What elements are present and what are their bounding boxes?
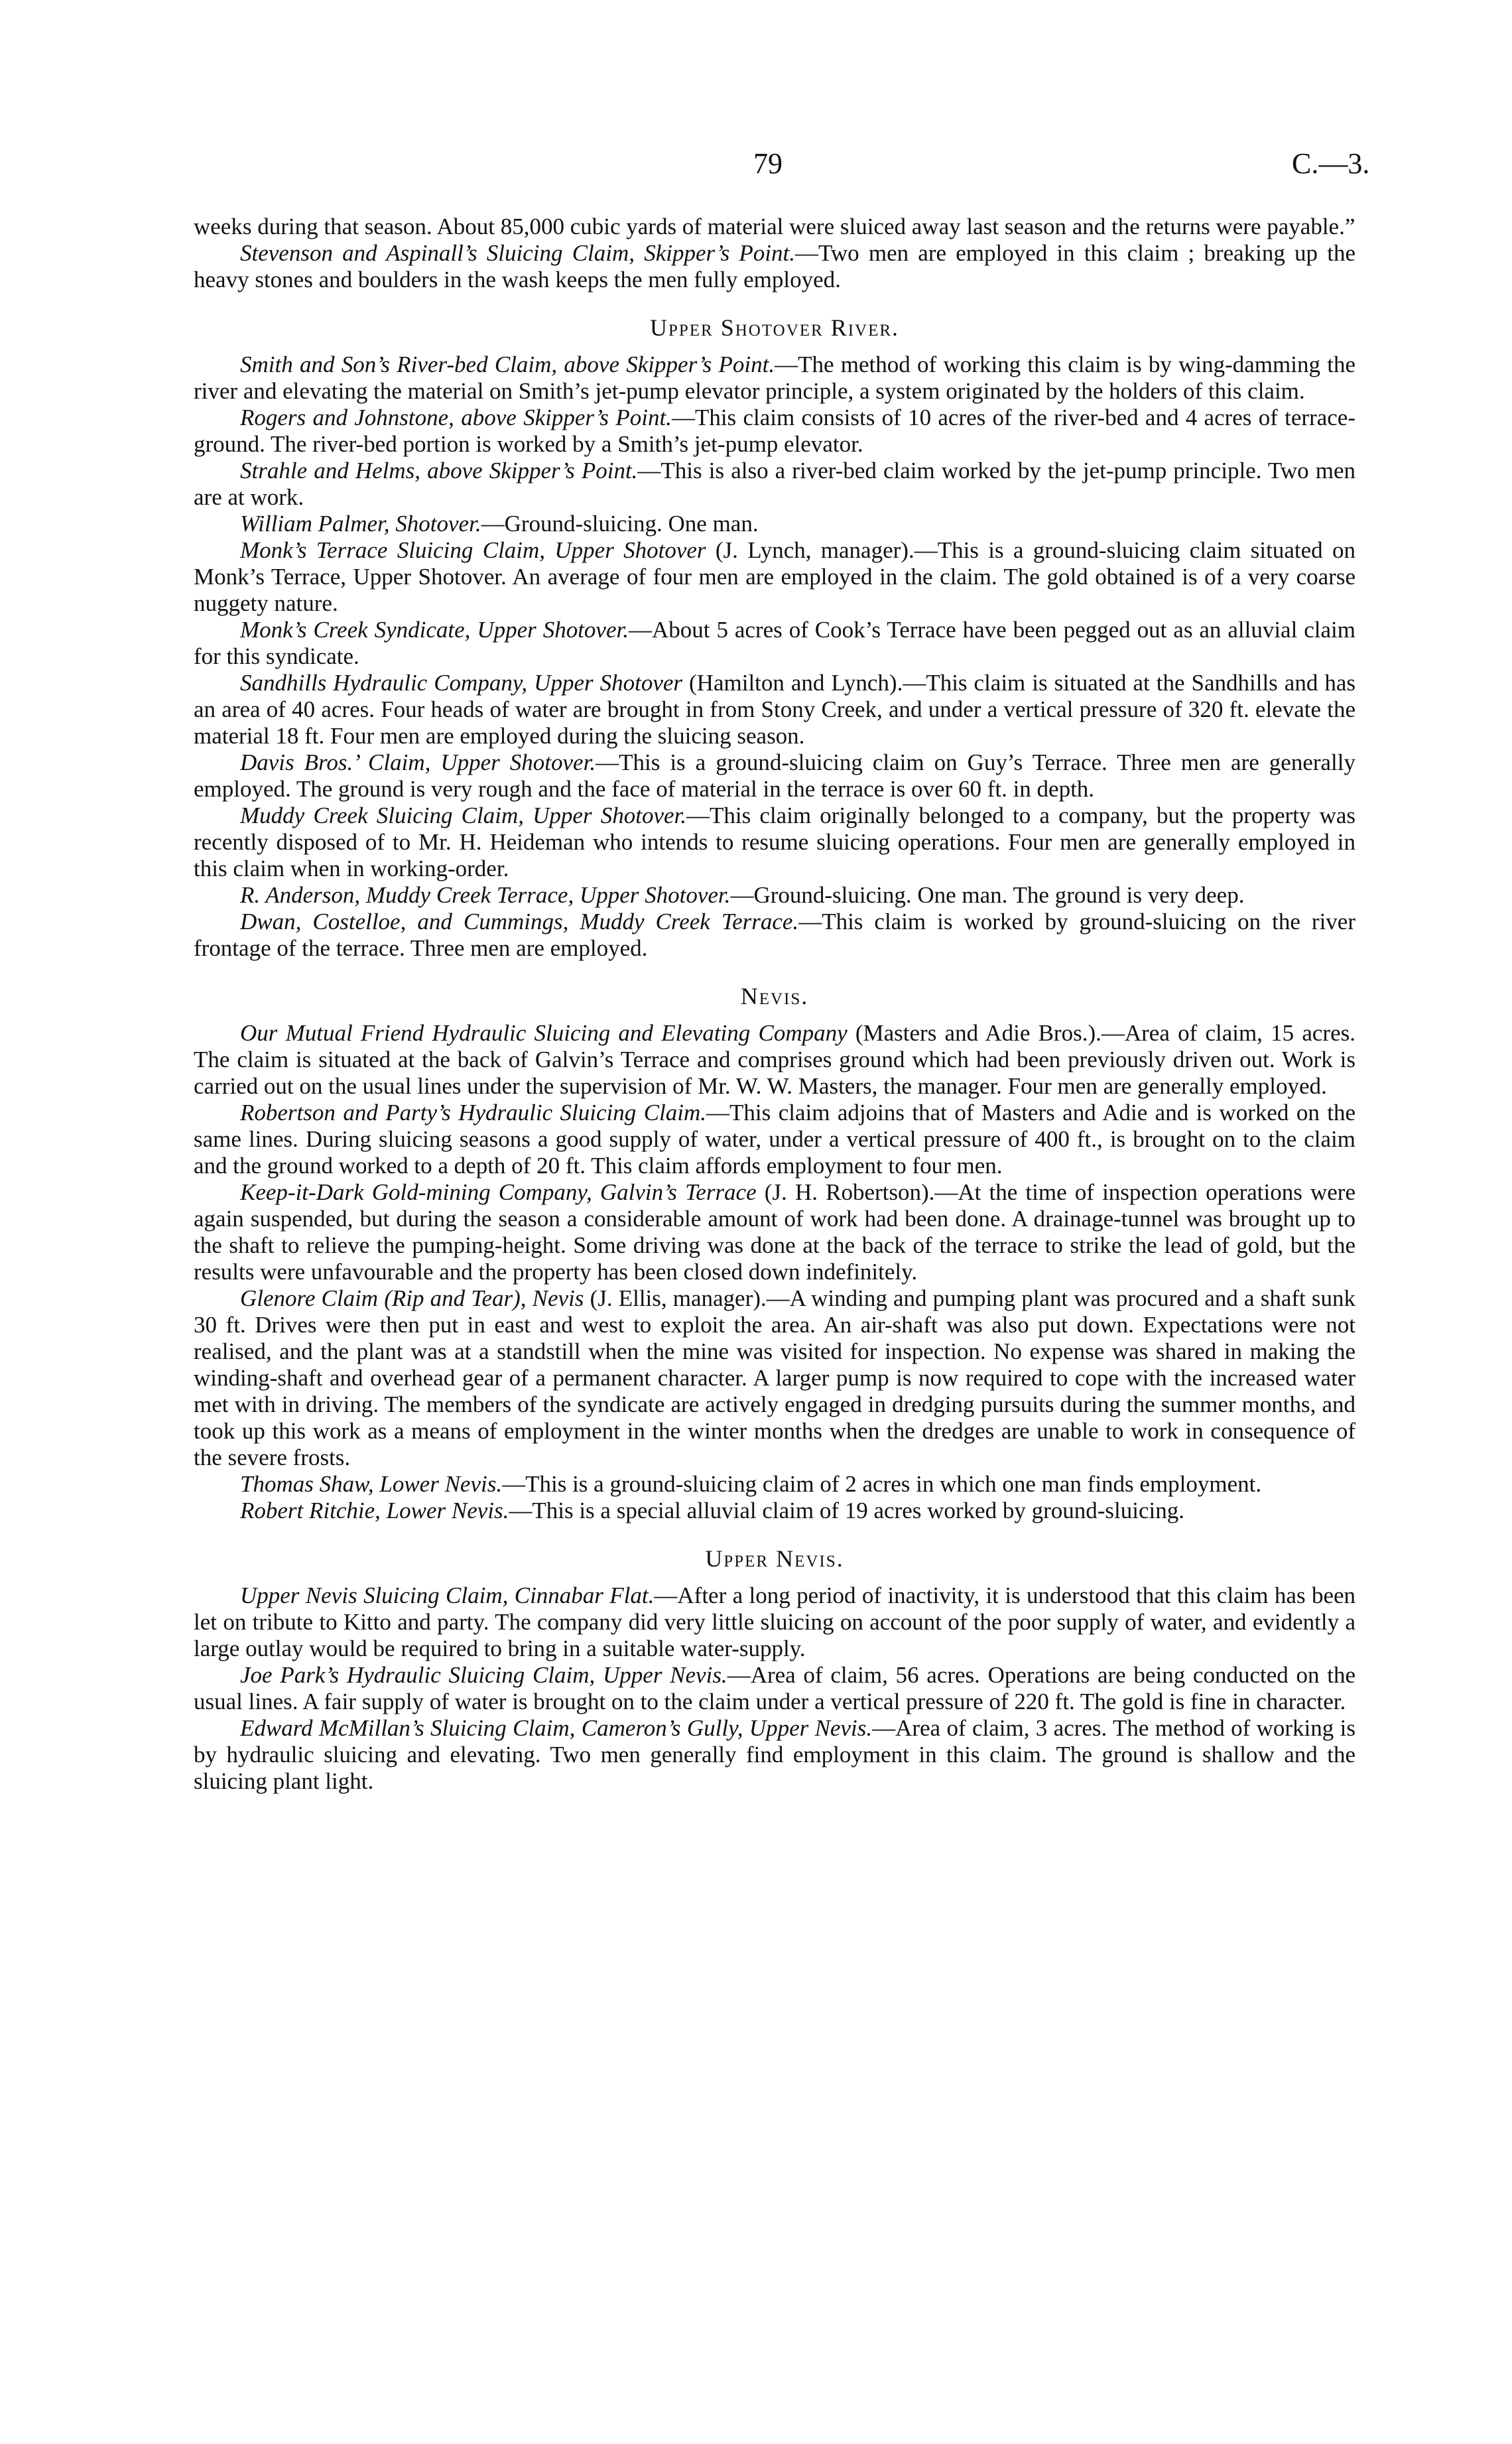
claim-name: Muddy Creek Sluicing Claim, Upper Shotover. — [240, 803, 687, 828]
paragraph-text: —This claim adjoins that of Masters and Adie and is worked on the same lines. During sluicing seasons a good supply of water, under a vertical pressure of 400 ft., is brought on to the claim and the ground worked to a depth of 20 ft. This claim affords employment to four men. — [194, 1100, 1356, 1179]
paragraph-text: (J. Lynch, manager).—This is a ground-sluicing claim situated on Monk’s Terrace, Upper Shotover. An average of four men are employed in the claim. The gold obtained is of a very coarse nuggety nature. — [194, 537, 1355, 616]
paragraph — [194, 1100, 1355, 1179]
paragraph — [194, 617, 1355, 670]
paragraph-text: —Area of claim, 56 acres. Operations are being conducted on the usual lines. A fair supply of water is brought on to the claim under a vertical pressure of 220 ft. The gold is fine in character. — [194, 1662, 1355, 1714]
paragraph — [194, 240, 1355, 293]
claim-name: Smith and Son’s River-bed Claim, above Skipper’s Point. — [240, 352, 775, 377]
paragraph-text: —About 5 acres of Cook’s Terrace have been pegged out as an alluvial claim for this syndicate. — [194, 617, 1355, 669]
paragraph-text: —This is a ground-sluicing claim on Guy’s Terrace. Three men are generally employed. The ground is very rough and the face of material in the terrace is over 60 ft. in depth. — [194, 749, 1355, 802]
paragraph — [194, 1662, 1355, 1715]
paragraph-text: —After a long period of inactivity, it is understood that this claim has been let on tribute to Kitto and party. The company did very little sluicing on account of the poor supply of water, and evidently a large outlay would be required to bring in a suitable water-supply. — [194, 1582, 1356, 1661]
claim-name: Robertson and Party’s Hydraulic Sluicing Claim. — [240, 1100, 707, 1126]
paragraph — [194, 214, 1355, 240]
claim-name: Monk’s Terrace Sluicing Claim, Upper Shotover — [240, 537, 706, 563]
section-heading: Upper Shotover River. — [649, 314, 900, 341]
paragraph — [194, 352, 1355, 405]
paragraph — [194, 749, 1355, 803]
paragraph — [194, 803, 1355, 882]
paragraph-text: —Two men are employed in this claim ; breaking up the heavy stones and boulders in the wash keeps the men fully employed. — [194, 240, 1355, 292]
claim-name: Edward McMillan’s Sluicing Claim, Cameron’s Gully, Upper Nevis. — [240, 1715, 873, 1741]
paragraph — [194, 1285, 1355, 1471]
claim-name: Strahle and Helms, above Skipper’s Point. — [240, 458, 638, 483]
claim-name: Sandhills Hydraulic Company, Upper Shotover — [240, 670, 683, 696]
paragraph — [194, 458, 1355, 511]
claim-name: Joe Park’s Hydraulic Sluicing Claim, Upper Nevis. — [240, 1662, 727, 1688]
paragraph-text: —This claim is worked by ground-sluicing on the river frontage of the terrace. Three men are employed. — [194, 909, 1355, 961]
claim-name: Our Mutual Friend Hydraulic Sluicing and Elevating Company — [240, 1020, 848, 1046]
paragraph — [194, 1582, 1355, 1662]
paragraph — [194, 1179, 1355, 1285]
claim-name: R. Anderson, Muddy Creek Terrace, Upper Shotover. — [240, 882, 731, 908]
paragraph-text: —This is also a river-bed claim worked by the jet-pump principle. Two men are at work. — [194, 458, 1355, 510]
claim-name: Rogers and Johnstone, above Skipper’s Point. — [240, 405, 672, 430]
paragraph-text: (Masters and Adie Bros.).—Area of claim, 15 acres. The claim is situated at the back of Galvin’s Terrace and comprises ground which had been previously driven out. Work is carried out on the usual lines under the supervision of Mr. W. W. Masters, the manager. Four men are generally employed. — [194, 1020, 1355, 1099]
claim-name: William Palmer, Shotover. — [240, 511, 481, 537]
paragraph — [194, 1715, 1355, 1795]
paragraph-text: (Hamilton and Lynch).—This claim is situated at the Sandhills and has an area of 40 acres. Four heads of water are brought in from Stony Creek, and under a vertical pressure of 320 ft. elevate the material 18 ft. Four men are employed during the sluicing season. — [194, 670, 1355, 749]
paragraph — [194, 1498, 1355, 1524]
paragraph — [194, 1020, 1355, 1100]
claim-name: Dwan, Costelloe, and Cummings, Muddy Creek Terrace. — [240, 909, 799, 934]
paragraph — [194, 909, 1355, 962]
paragraph-text: —Ground-sluicing. One man. The ground is very deep. — [730, 882, 1245, 908]
paragraph — [194, 511, 1355, 537]
paragraph-text: —This is a ground-sluicing claim of 2 acres in which one man finds employment. — [502, 1471, 1262, 1497]
paragraph-text: —Area of claim, 3 acres. The method of working is by hydraulic sluicing and elevating. Two men generally find employment in this claim. The ground is shallow and the sluicing plant light. — [194, 1715, 1355, 1794]
paragraph-text: —This claim consists of 10 acres of the river-bed and 4 acres of terrace-ground. The river-bed portion is worked by a Smith’s jet-pump elevator. — [194, 405, 1356, 457]
claim-name: Upper Nevis Sluicing Claim, Cinnabar Flat. — [240, 1582, 655, 1608]
document-body — [194, 214, 1355, 1795]
paragraph — [194, 405, 1355, 458]
paragraph — [194, 1471, 1355, 1498]
paragraph-text: —This claim originally belonged to a company, but the property was recently disposed of to Mr. H. Heideman who intends to resume sluicing operations. Four men are generally employed in this claim when in working-order. — [194, 803, 1355, 881]
paragraph-text: weeks during that season. About 85,000 cubic yards of material were sluiced away last season and the returns were payable.” — [194, 214, 1355, 239]
claim-name: Stevenson and Aspinall’s Sluicing Claim, Skipper’s Point. — [240, 240, 795, 266]
report-reference: C.—3. — [1292, 147, 1370, 180]
paragraph — [194, 882, 1355, 909]
claim-name: Monk’s Creek Syndicate, Upper Shotover. — [240, 617, 629, 643]
claim-name: Thomas Shaw, Lower Nevis. — [240, 1471, 503, 1497]
claim-name: Keep-it-Dark Gold-mining Company, Galvin’s Terrace — [240, 1179, 757, 1205]
paragraph-text: —The method of working this claim is by wing-damming the river and elevating the material on Smith’s jet-pump elevator principle, a system originated by the holders of this claim. — [194, 352, 1355, 404]
claim-name: Glenore Claim (Rip and Tear), Nevis — [240, 1285, 584, 1311]
section-heading: Nevis. — [740, 983, 809, 1009]
page-number: 79 — [753, 147, 783, 180]
paragraph-text: (J. Ellis, manager).—A winding and pumping plant was procured and a shaft sunk 30 ft. Drives were then put in east and west to exploit the area. An air-shaft was also put down. Expectations were not realised, and the plant was at a standstill when the mine was visited for inspection. No expense was shared in making the winding-shaft and overhead gear of a permanent character. A larger pump is now required to cope with the increased water met with in driving. The members of the syndicate are actively engaged in dredging pursuits during the summer months, and took up this work as a means of employment in the winter months when the dredges are unable to work in consequence of the severe frosts. — [194, 1285, 1355, 1470]
paragraph — [194, 537, 1355, 617]
section-heading: Upper Nevis. — [705, 1545, 844, 1572]
paragraph-text: —This is a special alluvial claim of 19 acres worked by ground-sluicing. — [509, 1498, 1184, 1523]
paragraph — [194, 670, 1355, 749]
claim-name: Robert Ritchie, Lower Nevis. — [240, 1498, 509, 1523]
paragraph-text: (J. H. Robertson).—At the time of inspection operations were again suspended, but during the season a considerable amount of work had been done. A drainage-tunnel was brought up to the shaft to relieve the pumping-height. Some driving was done at the back of the terrace to strike the lead of gold, but the results were unfavourable and the property has been closed down indefinitely. — [194, 1179, 1355, 1285]
claim-name: Davis Bros.’ Claim, Upper Shotover. — [240, 749, 596, 775]
paragraph-text: —Ground-sluicing. One man. — [481, 511, 759, 537]
